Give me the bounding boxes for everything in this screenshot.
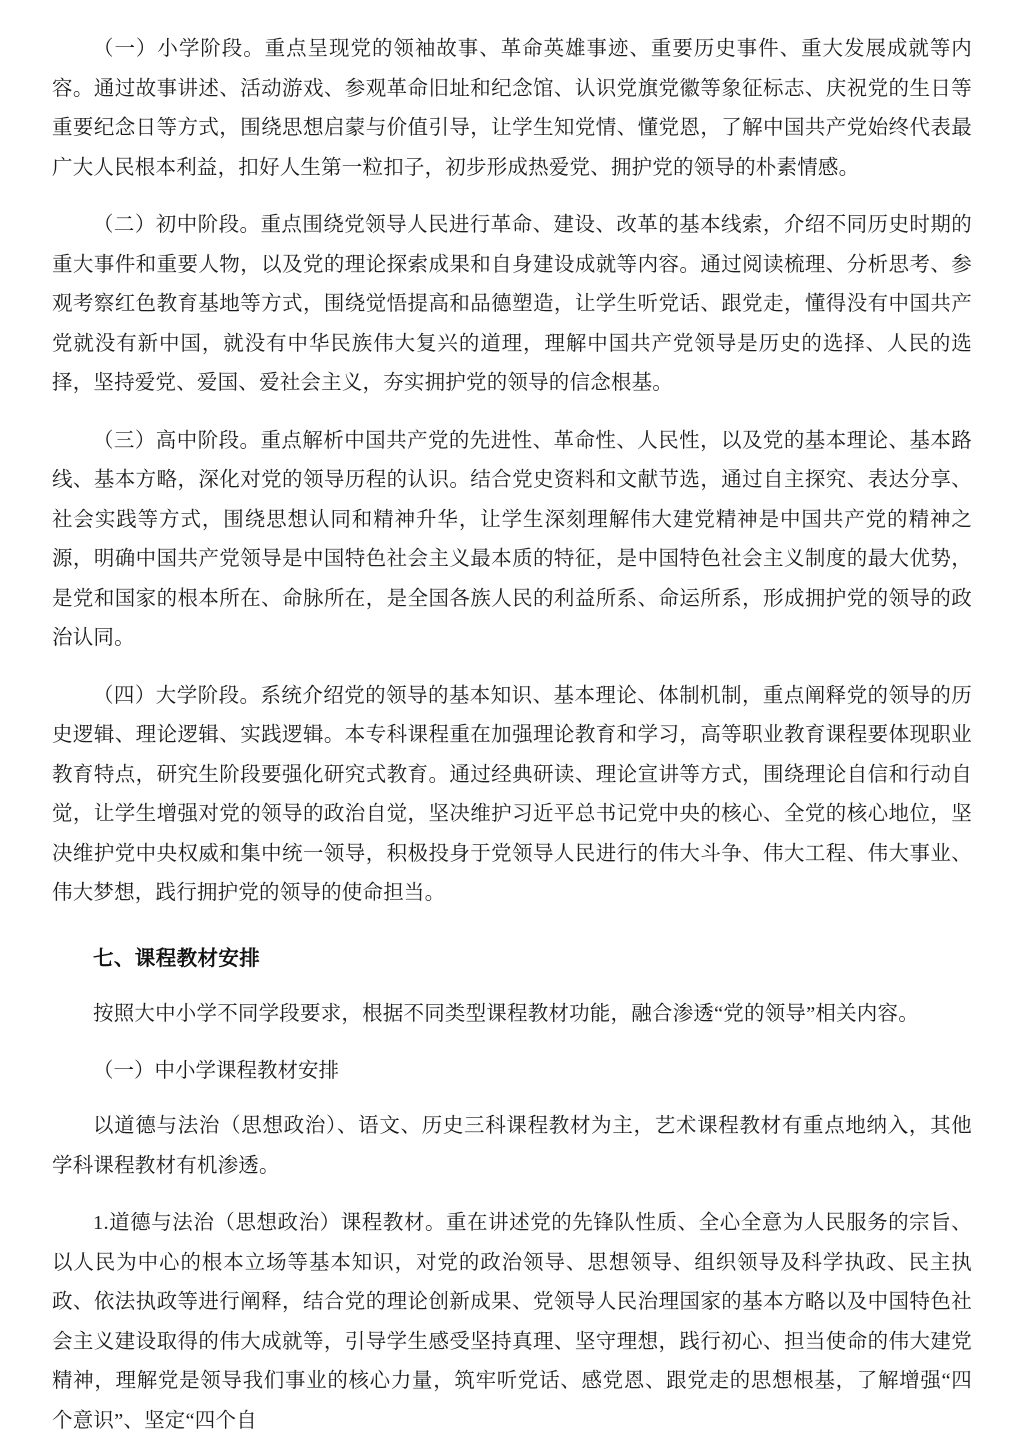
section-heading-course-material-arrangement: 七、课程教材安排 <box>93 947 261 970</box>
paragraph-subject-overview: 以道德与法治（思想政治）、语文、历史三科课程教材为主，艺术课程教材有重点地纳入，其他学科课程教材有机渗透。 <box>52 1115 972 1177</box>
paragraph-senior-stage: （三）高中阶段。重点解析中国共产党的先进性、革命性、人民性，以及党的基本理论、基本路线、基本方略，深化对党的领导历程的认识。结合党史资料和文献节选，通过自主探究、表达分享、社会实践等方式，围绕思想认同和精神升华，让学生深刻理解伟大建党精神是中国共产党的精神之源，明确中国共产党领导是中国特色社会主义最本质的特征，是中国特色社会主义制度的最大优势，是党和国家的根本所在、命脉所在，是全国各族人民的利益所系、命运所系，形成拥护党的领导的政治认同。 <box>52 429 972 649</box>
paragraph-primary-stage: （一）小学阶段。重点呈现党的领袖故事、革命英雄事迹、重要历史事件、重大发展成就等内容。通过故事讲述、活动游戏、参观革命旧址和纪念馆、认识党旗党徽等象征标志、庆祝党的生日等重要纪念日等方式，围绕思想启蒙与价值引导，让学生知党情、懂党恩，了解中国共产党始终代表最广大人民根本利益，扣好人生第一粒扣子，初步形成热爱党、拥护党的领导的朴素情感。 <box>52 38 972 179</box>
paragraph-university-stage: （四）大学阶段。系统介绍党的领导的基本知识、基本理论、体制机制，重点阐释党的领导的历史逻辑、理论逻辑、实践逻辑。本专科课程重在加强理论教育和学习，高等职业教育课程要体现职业教育特点，研究生阶段要强化研究式教育。通过经典研读、理论宣讲等方式，围绕理论自信和行动自觉，让学生增强对党的领导的政治自觉，坚决维护习近平总书记党中央的核心、全党的核心地位，坚决维护党中央权威和集中统一领导，积极投身于党领导人民进行的伟大斗争、伟大工程、伟大事业、伟大梦想，践行拥护党的领导的使命担当。 <box>52 684 972 904</box>
subsection-label-primary-secondary: （一）中小学课程教材安排 <box>93 1059 339 1082</box>
paragraph-moral-law-textbook: 1.道德与法治（思想政治）课程教材。重在讲述党的先锋队性质、全心全意为人民服务的宗旨、以人民为中心的根本立场等基本知识，对党的政治领导、思想领导、组织领导及科学执政、民主执政、依法执政等进行阐释，结合党的理论创新成果、党领导人民治理国家的基本方略以及中国特色社会主义建设取得的伟大成就等，引导学生感受坚持真理、坚守理想，践行初心、担当使命的伟大建党精神，理解党是领导我们事业的核心力量，筑牢听党话、感党恩、跟党走的思想根基，了解增强“四个意识”、坚定“四个自 <box>52 1212 972 1432</box>
paragraph-section-intro: 按照大中小学不同学段要求，根据不同类型课程教材功能，融合渗透“党的领导”相关内容。 <box>93 1003 919 1025</box>
paragraph-junior-stage: （二）初中阶段。重点围绕党领导人民进行革命、建设、改革的基本线索，介绍不同历史时期的重大事件和重要人物，以及党的理论探索成果和自身建设成就等内容。通过阅读梳理、分析思考、参观考察红色教育基地等方式，围绕觉悟提高和品德塑造，让学生听党话、跟党走，懂得没有中国共产党就没有新中国，就没有中华民族伟大复兴的道理，理解中国共产党领导是历史的选择、人民的选择，坚持爱党、爱国、爱社会主义，夯实拥护党的领导的信念根基。 <box>52 214 972 394</box>
